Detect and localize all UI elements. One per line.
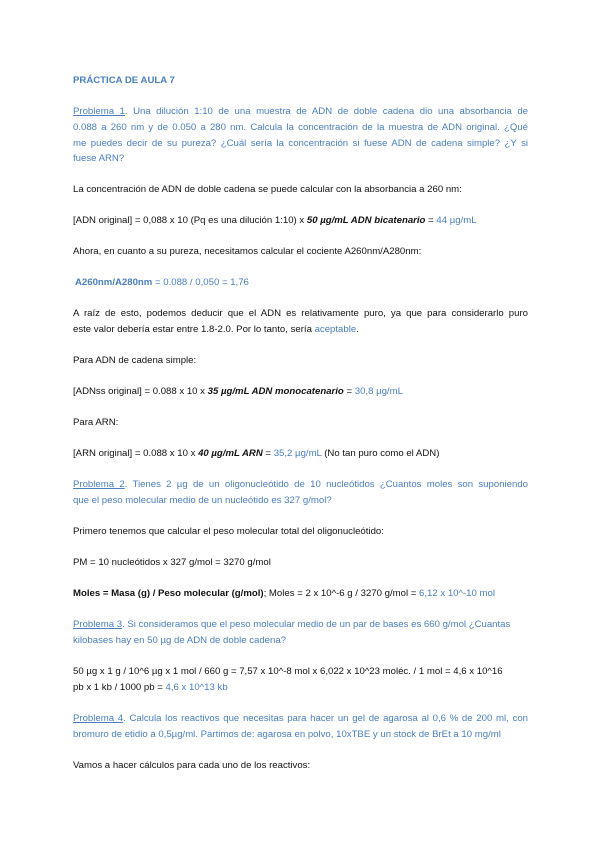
problem-1-label: Problema 1	[73, 106, 125, 117]
problem-4-line-2: bromuro de etidio a 0,5µg/ml. Partimos de: agarosa en polvo, 10xTBE y un stock de BrEt a 10 mg/ml	[73, 729, 501, 740]
conclusion-line-1: A raíz de esto, podemos deducir que el ADN es relativamente puro, ya que para considerarlo puro	[73, 308, 528, 319]
single-strand-intro: Para ADN de cadena simple:	[73, 355, 197, 366]
solution-1-intro: La concentración de ADN de doble cadena se puede calcular con la absorbancia a 260 nm:	[73, 184, 462, 195]
problem-1-line-1	[73, 106, 528, 117]
conclusion-text: este valor debería estar entre 1.8-2.0. Por lo tanto, sería	[73, 324, 315, 335]
ratio-value: = 0.088 / 0,050 = 1,76	[152, 277, 249, 288]
equation-equals: =	[425, 215, 437, 226]
arn-equation	[73, 448, 528, 459]
problem-3-line-1	[73, 619, 528, 630]
problem-1-text: . Una dilución 1:10 de una muestra de ADN de doble cadena dio una absorbancia de	[124, 106, 528, 117]
equation-result: 44 µg/mL	[436, 215, 477, 226]
moles-calculation: ; Moles = 2 x 10^-6 g / 3270 g/mol =	[263, 588, 420, 599]
problem-2-label: Problema 2	[73, 479, 125, 490]
purity-intro: Ahora, en cuanto a su pureza, necesitamos calcular el cociente A260nm/A280nm:	[73, 246, 422, 257]
conclusion-highlight: aceptable	[314, 324, 357, 335]
problem-1-line-2: 0.088 a 260 nm y de 0.050 a 280 nm. Calcula la concentración de la muestra de ADN original. ¿Qué	[73, 122, 528, 133]
moles-result: 6,12 x 10^-10 mol	[419, 588, 495, 599]
equation-result: 30,8 µg/mL	[354, 386, 403, 397]
problem-4-label: Problema 4	[73, 713, 124, 724]
ratio-line	[75, 277, 530, 288]
problem-3-text: . Si consideramos que el peso molecular medio de un par de bases es 660 g/mol ¿Cuantas	[122, 619, 511, 630]
problem-2-text: . Tienes 2 µg de un oligonucleótido de 10 nucleótidos ¿Cuantos moles son suponiendo	[124, 479, 529, 490]
equation-equals: =	[262, 448, 274, 459]
problem-4-text: . Calcula los reactivos que necesitas para hacer un gel de agarosa al 0,6 % de 200 ml, con	[123, 713, 528, 724]
molecular-weight-line: PM = 10 nucleótidos x 327 g/mol = 3270 g/mol	[73, 557, 271, 568]
solution-2-intro: Primero tenemos que calcular el peso molecular total del oligonucleótido:	[73, 526, 384, 537]
problem-2-line-2: que el peso molecular medio de un nucleótido es 327 g/mol?	[73, 495, 332, 506]
conclusion-end: .	[356, 324, 359, 335]
equation-factor: 35 µg/mL ADN monocatenario	[207, 386, 344, 397]
solution-3-text: pb x 1 kb / 1000 pb =	[73, 682, 166, 693]
moles-line	[73, 588, 528, 599]
equation-factor: 50 µg/mL ADN bicatenario	[306, 215, 426, 226]
problem-3-line-2: kilobases hay en 50 µg de ADN de doble cadena?	[73, 635, 287, 646]
page-title: PRÁCTICA DE AULA 7	[73, 75, 175, 86]
solution-4-intro: Vamos a hacer cálculos para cada uno de los reactivos:	[73, 760, 311, 771]
arn-intro: Para ARN:	[73, 417, 119, 428]
solution-1-equation	[73, 215, 528, 226]
problem-1-line-3: me puedes decir de su pureza? ¿Cuál sería la concentración si fuese ADN de cadena simple? ¿Y si	[73, 138, 528, 149]
problem-3-label: Problema 3	[73, 619, 123, 630]
equation-factor: 40 µg/mL ARN	[198, 448, 263, 459]
solution-3-line-1: 50 µg x 1 g / 10^6 µg x 1 mol / 660 g = 7,57 x 10^-8 mol x 6,022 x 10^23 moléc. / 1 mol = 4,6 x 10^16	[73, 666, 503, 677]
equation-text: [ADNss original] = 0.088 x 10 x	[73, 386, 208, 397]
conclusion-line-2	[73, 324, 528, 335]
equation-note: (No tan puro como el ADN)	[321, 448, 440, 459]
problem-1-line-4: fuese ARN?	[73, 153, 125, 164]
equation-text: [ADN original] = 0,088 x 10 (Pq es una dilución 1:10) x	[73, 215, 307, 226]
equation-text: [ARN original] = 0.088 x 10 x	[73, 448, 199, 459]
equation-result: 35,2 µg/mL	[273, 448, 322, 459]
single-strand-equation	[73, 386, 528, 397]
equation-equals: =	[343, 386, 355, 397]
moles-formula: Moles = Masa (g) / Peso molecular (g/mol)	[73, 588, 264, 599]
problem-2-line-1	[73, 479, 528, 490]
solution-3-line-2	[73, 682, 528, 693]
solution-3-result: 4,6 x 10^13 kb	[165, 682, 228, 693]
ratio-label: A260nm/A280nm	[75, 277, 153, 288]
problem-4-line-1	[73, 713, 528, 724]
